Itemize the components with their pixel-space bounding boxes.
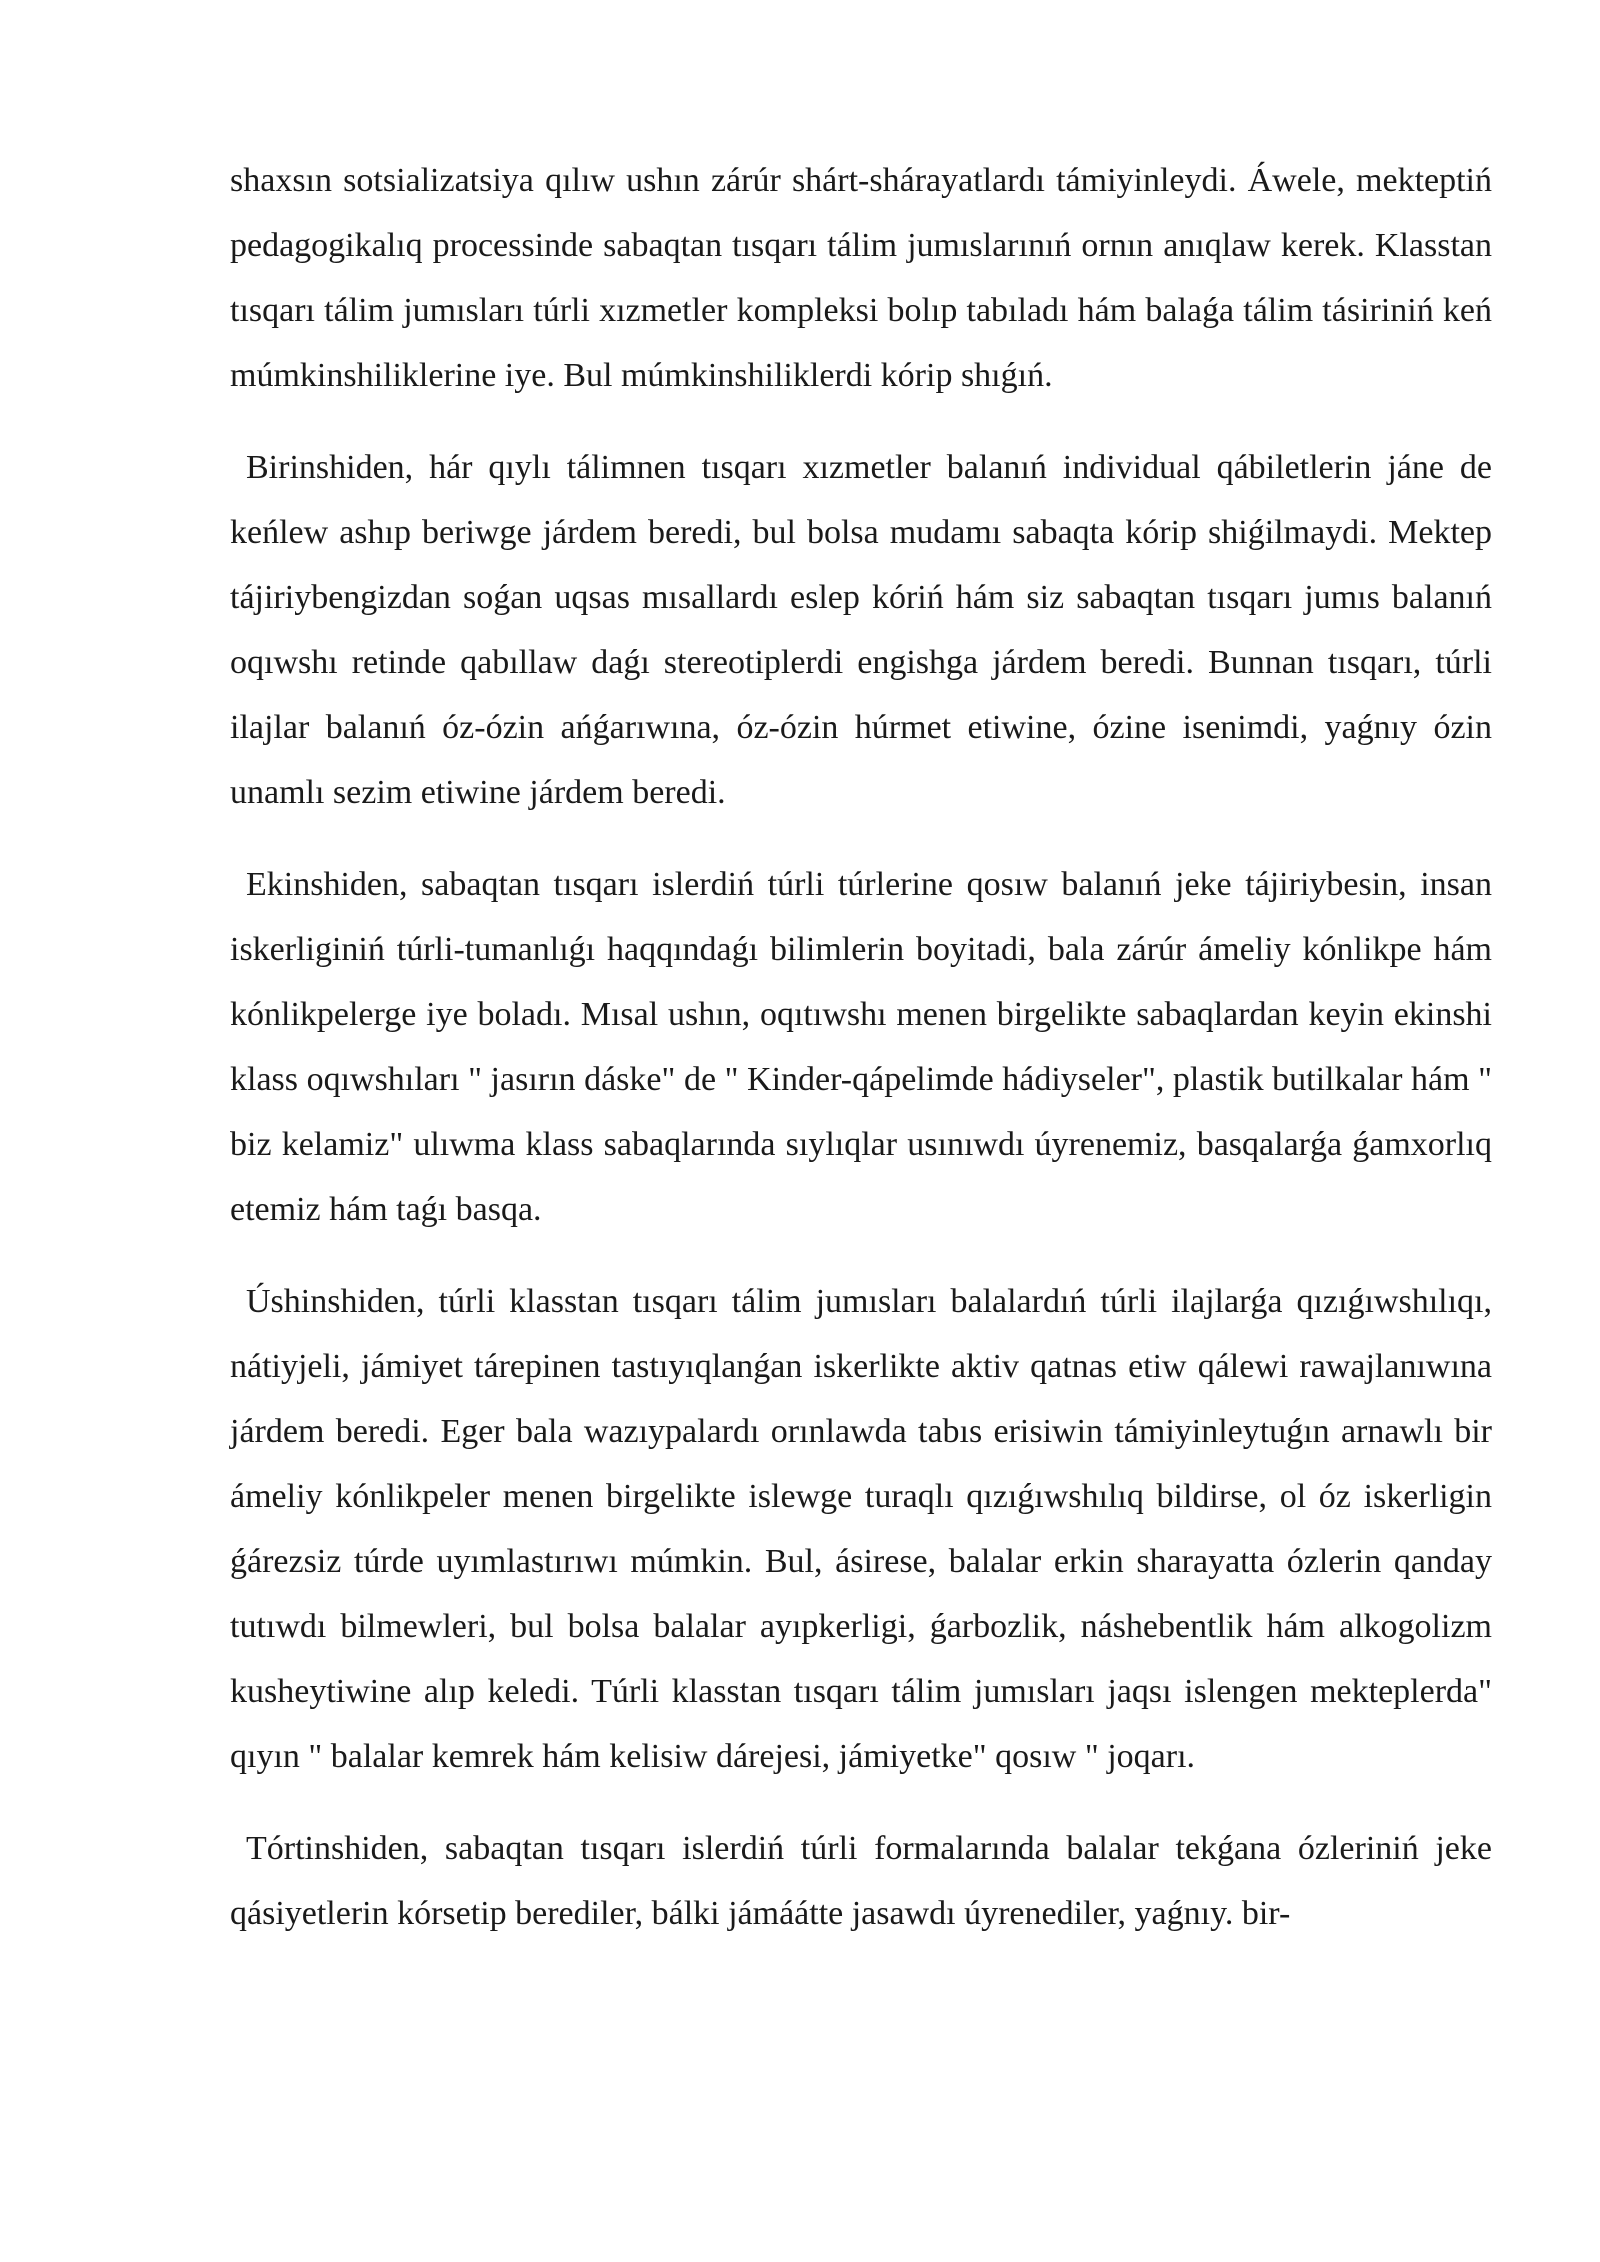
paragraph-5: Tórtinshiden, sabaqtan tısqarı islerdiń túrli formalarında balalar tekǵana ózleriniń jeke qásiyetlerin kórsetip berediler, bálki jámáátte jasawdı úyrenediler, yaǵnıy. bir- bbox=[230, 1830, 1492, 1932]
paragraph-2: Birinshiden, hár qıylı tálimnen tısqarı xızmetler balanıń individual qábiletlerin jáne de keńlew ashıp beriwge járdem beredi, bul bolsa mudamı sabaqta kórip shiǵilmaydi. Mektep tájiriybengizdan soǵan uqsas mısallardı eslep kóriń hám siz sabaqtan tısqarı jumıs balanıń oqıwshı retinde qabıllaw daǵı stereotiplerdi engishga járdem beredi. Bunnan tısqarı, túrli ilajlar balanıń óz-ózin ańǵarıwına, óz-ózin húrmet etiwine, ózine isenimdi, yaǵnıy ózin unamlı sezim etiwine járdem beredi. bbox=[230, 449, 1492, 811]
document-body bbox=[230, 148, 1492, 1946]
paragraph-4: Úshinshiden, túrli klasstan tısqarı tálim jumısları balalardıń túrli ilajlarǵa qızıǵıwshılıqı, nátiyjeli, jámiyet tárepinen tastıyıqlanǵan iskerlikte aktiv qatnas etiw qálewi rawajlanıwına járdem beredi. Eger bala wazıypalardı orınlawda tabıs erisiwin támiyinleytuǵın arnawlı bir ámeliy kónlikpeler menen birgelikte islewge turaqlı qızıǵıwshılıq bildirse, ol óz iskerligin ǵárezsiz túrde uyımlastırıwı múmkin. Bul, ásirese, balalar erkin sharayatta ózlerin qanday tutıwdı bilmewleri, bul bolsa balalar ayıpkerligi, ǵarbozlik, náshebentlik hám alkogolizm kusheytiwine alıp keledi. Túrli klasstan tısqarı tálim jumısları jaqsı islengen mekteplerda" qıyın " balalar kemrek hám kelisiw dárejesi, jámiyetke" qosıw " joqarı. bbox=[230, 1283, 1492, 1775]
paragraph-3: Ekinshiden, sabaqtan tısqarı islerdiń túrli túrlerine qosıw balanıń jeke tájiriybesin, insan iskerliginiń túrli-tumanlıǵı haqqındaǵı bilimlerin boyitadi, bala zárúr ámeliy kónlikpe hám kónlikpelerge iye boladı. Mısal ushın, oqıtıwshı menen birgelikte sabaqlardan keyin ekinshi klass oqıwshıları " jasırın dáske" de " Kinder-qápelimde hádiyseler", plastik butilkalar hám " biz kelamiz" ulıwma klass sabaqlarında sıylıqlar usınıwdı úyrenemiz, basqalarǵa ǵamxorlıq etemiz hám taǵı basqa. bbox=[230, 866, 1492, 1228]
paragraph-1: shaxsın sotsializatsiya qılıw ushın zárúr shárt-shárayatlardı támiyinleydi. Áwele, mekteptiń pedagogikalıq processinde sabaqtan tısqarı tálim jumıslarınıń ornın anıqlaw kerek. Klasstan tısqarı tálim jumısları túrli xızmetler kompleksi bolıp tabıladı hám balaǵa tálim tásiriniń keń múmkinshiliklerine iye. Bul múmkinshiliklerdi kórip shıǵıń. bbox=[230, 162, 1492, 394]
